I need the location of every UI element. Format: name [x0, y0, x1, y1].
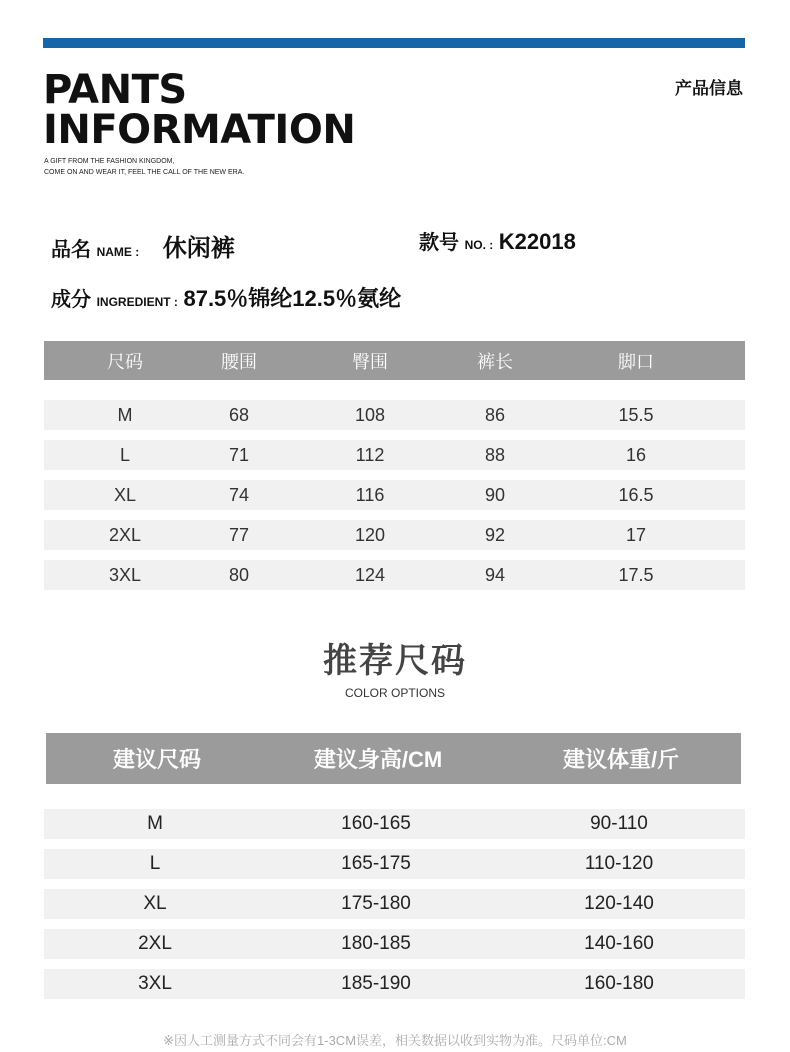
table-cell: 180-185 — [341, 933, 411, 954]
recommend-table-row — [44, 929, 745, 959]
table-cell: 3XL — [108, 564, 142, 585]
size-table-row — [44, 440, 745, 470]
header-cell: 脚口 — [618, 351, 654, 372]
table-cell: 185-190 — [341, 973, 411, 994]
table-cell: 3XL — [138, 973, 172, 994]
table-cell: 110-120 — [584, 853, 654, 874]
table-cell: 160-165 — [341, 813, 411, 834]
table-cell: 86 — [484, 404, 506, 425]
header-cell: 裤长 — [477, 351, 513, 372]
table-cell: XL — [143, 893, 167, 914]
table-cell: 165-175 — [341, 853, 411, 874]
ingredient-label-en: INGREDIENT : — [96, 295, 178, 309]
table-cell: 2XL — [108, 524, 142, 545]
table-cell: 16 — [625, 444, 647, 465]
table-cell: XL — [113, 484, 137, 505]
table-cell: 2XL — [138, 933, 172, 954]
page-title — [43, 67, 356, 153]
size-table-row — [44, 480, 745, 510]
name-label-cn: 品名 — [51, 239, 91, 261]
table-cell: 120 — [354, 524, 386, 545]
table-cell: 90-110 — [590, 813, 648, 834]
recommend-table-header — [46, 733, 741, 784]
table-cell: M — [147, 813, 163, 834]
header-cell: 尺码 — [107, 351, 143, 372]
table-cell: M — [117, 404, 133, 425]
table-cell: 116 — [355, 484, 385, 505]
header-cell: 建议尺码 — [112, 747, 202, 772]
table-cell: 74 — [228, 484, 250, 505]
footnote: ※因人工测量方式不同会有1-3CM误差，相关数据以收到实物为准。尺码单位:CM — [163, 1033, 627, 1048]
header-cell: 建议身高/CM — [313, 747, 443, 772]
table-cell: 80 — [228, 564, 250, 585]
no-label-cn: 款号 — [419, 232, 459, 254]
title-line-1: PANTS — [43, 67, 187, 113]
no-label-en: NO. : — [464, 238, 494, 252]
table-cell: 88 — [484, 444, 506, 465]
size-table-row — [44, 400, 745, 430]
tagline-line-2: COME ON AND WEAR IT, FEEL THE CALL OF THE NEW ERA. — [44, 169, 245, 176]
table-cell: 71 — [228, 444, 250, 465]
recommend-table-row — [44, 809, 745, 839]
table-cell: 16.5 — [618, 484, 654, 505]
table-cell: L — [119, 444, 131, 465]
table-cell: 175-180 — [341, 893, 411, 914]
recommend-table-row — [44, 889, 745, 919]
table-cell: 15.5 — [618, 404, 654, 425]
recommend-table-row — [44, 969, 745, 999]
header-cell: 腰围 — [221, 351, 257, 372]
table-cell: 140-160 — [584, 933, 654, 954]
size-table-row — [44, 560, 745, 590]
recommend-subtitle: COLOR OPTIONS — [344, 686, 445, 700]
header-cell: 建议体重/斤 — [562, 747, 680, 772]
recommend-title: 推荐尺码 — [323, 642, 467, 680]
table-cell: 17 — [625, 524, 647, 545]
cn-title: 产品信息 — [675, 79, 743, 98]
name-value: 休闲裤 — [162, 233, 235, 262]
table-cell: 120-140 — [584, 893, 654, 914]
table-cell: 68 — [228, 404, 250, 425]
table-cell: 92 — [484, 524, 506, 545]
header-cell: 臀围 — [352, 351, 388, 372]
table-cell: 160-180 — [584, 973, 654, 994]
tagline — [44, 156, 244, 178]
ingredient-value: 87.5％锦纶12.5％氨纶 — [183, 286, 402, 311]
table-cell: 77 — [228, 524, 250, 545]
table-cell: 94 — [484, 564, 506, 585]
table-cell: 108 — [354, 404, 386, 425]
table-cell: L — [149, 853, 161, 874]
table-cell: 90 — [484, 484, 506, 505]
accent-bar — [43, 38, 745, 48]
tagline-line-1: A GIFT FROM THE FASHION KINGDOM, — [44, 158, 175, 165]
table-cell: 124 — [354, 564, 386, 585]
table-cell: 112 — [355, 444, 385, 465]
product-number — [419, 226, 576, 255]
name-label-en: NAME : — [96, 245, 140, 259]
no-value: K22018 — [498, 229, 576, 254]
title-line-2: INFORMATION — [43, 107, 356, 153]
recommend-table-row — [44, 849, 745, 879]
table-cell: 17.5 — [618, 564, 654, 585]
size-table-header — [44, 341, 745, 380]
recommend-section-title — [0, 633, 790, 700]
ingredient-label-cn: 成分 — [51, 289, 91, 311]
ingredient — [51, 282, 401, 313]
product-name — [51, 228, 235, 263]
size-table-row — [44, 520, 745, 550]
